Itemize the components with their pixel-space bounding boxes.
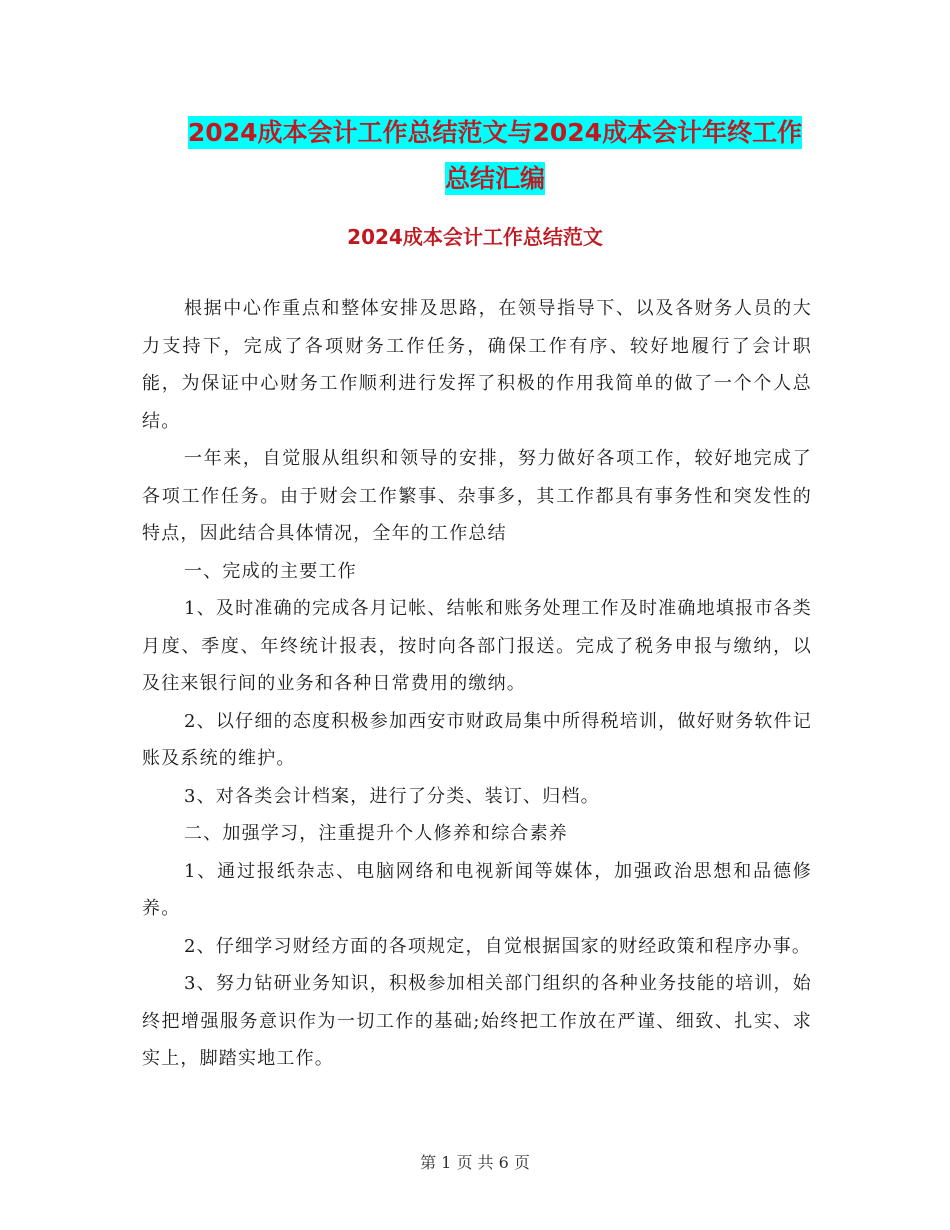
document-title <box>140 110 850 202</box>
page-footer: 第 1 页 共 6 页 <box>420 1153 530 1172</box>
paragraph: 3、对各类会计档案，进行了分类、装订、归档。 <box>184 785 600 807</box>
paragraph: 2、以仔细的态度积极参加西安市财政局集中所得税培训，做好财务软件记账及系统的维护。 <box>142 710 812 769</box>
paragraph-heading: 二、加强学习，注重提升个人修养和综合素养 <box>184 823 568 844</box>
paragraph-heading: 一、完成的主要工作 <box>184 560 357 582</box>
paragraph: 3、努力钻研业务知识，积极参加相关部门组织的各种业务技能的培训，始终把增强服务意识作为一切工作的基础;始终把工作放在严谨、细致、扎实、求实上，脚踏实地工作。 <box>142 973 812 1069</box>
section-title: 2024成本会计工作总结范文 <box>347 225 603 249</box>
paragraph: 2、仔细学习财经方面的各项规定，自觉根据国家的财经政策和程序办事。 <box>184 935 812 957</box>
paragraph: 1、通过报纸杂志、电脑网络和电视新闻等媒体，加强政治思想和品德修养。 <box>142 860 812 919</box>
document-title-line1: 2024成本会计工作总结范文与2024成本会计年终工作 <box>187 118 803 147</box>
paragraph: 一年来，自觉服从组织和领导的安排，努力做好各项工作，较好地完成了各项工作任务。由于财会工作繁事、杂事多，其工作都具有事务性和突发性的特点，因此结合具体情况，全年的工作总结 <box>142 448 812 544</box>
document-title-line2: 总结汇编 <box>444 164 545 193</box>
paragraph: 根据中心作重点和整体安排及思路，在领导指导下、以及各财务人员的大力支持下，完成了各项财务工作任务，确保工作有序、较好地履行了会计职能，为保证中心财务工作顺利进行发挥了积极的作用我简单的做了一个个人总结。 <box>142 298 812 432</box>
document-body <box>142 290 812 1078</box>
paragraph: 1、及时准确的完成各月记帐、结帐和账务处理工作及时准确地填报市各类月度、季度、年终统计报表，按时向各部门报送。完成了税务申报与缴纳，以及往来银行间的业务和各种日常费用的缴纳。 <box>142 598 812 694</box>
